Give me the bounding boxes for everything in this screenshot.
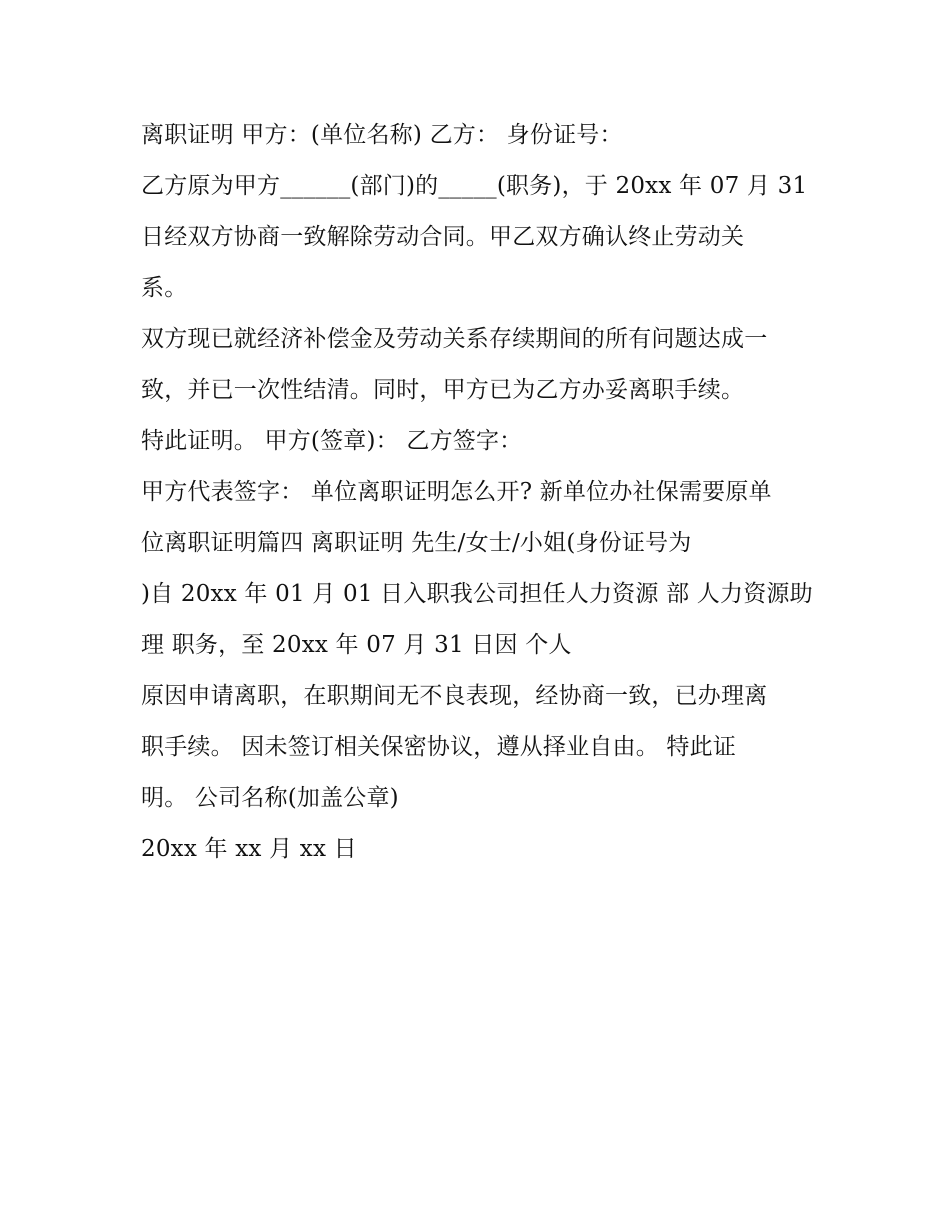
text-line: 乙方原为甲方______(部门)的_____(职务)，于 20xx 年 07 月 31 xyxy=(141,173,808,199)
text-line: 双方现已就经济补偿金及劳动关系存续期间的所有问题达成一 xyxy=(141,326,768,352)
text-line: 位离职证明篇四 离职证明 先生/女士/小姐(身份证号为 xyxy=(141,530,692,556)
text-line: 原因申请离职，在职期间无不良表现，经协商一致，已办理离 xyxy=(141,683,768,709)
text-line: 系。 xyxy=(141,275,188,301)
text-line: 理 职务，至 20xx 年 07 月 31 日因 个人 xyxy=(141,632,572,658)
document-body xyxy=(141,110,821,875)
date-line: 20xx 年 xx 月 xx 日 xyxy=(141,836,357,862)
text-line: 明。 公司名称(加盖公章) xyxy=(141,785,399,811)
text-line: 甲方代表签字： 单位离职证明怎么开? 新单位办社保需要原单 xyxy=(141,479,772,505)
text-line: 职手续。 因未签订相关保密协议，遵从择业自由。 特此证 xyxy=(141,734,737,760)
text-line: )自 20xx 年 01 月 01 日入职我公司担任人力资源 部 人力资源助 xyxy=(141,581,813,607)
text-line: 日经双方协商一致解除劳动合同。甲乙双方确认终止劳动关 xyxy=(141,224,745,250)
text-line: 特此证明。 甲方(签章)： 乙方签字： xyxy=(141,428,523,454)
text-line: 离职证明 甲方：(单位名称) 乙方： 身份证号： xyxy=(141,122,623,148)
text-line: 致，并已一次性结清。同时，甲方已为乙方办妥离职手续。 xyxy=(141,377,745,403)
